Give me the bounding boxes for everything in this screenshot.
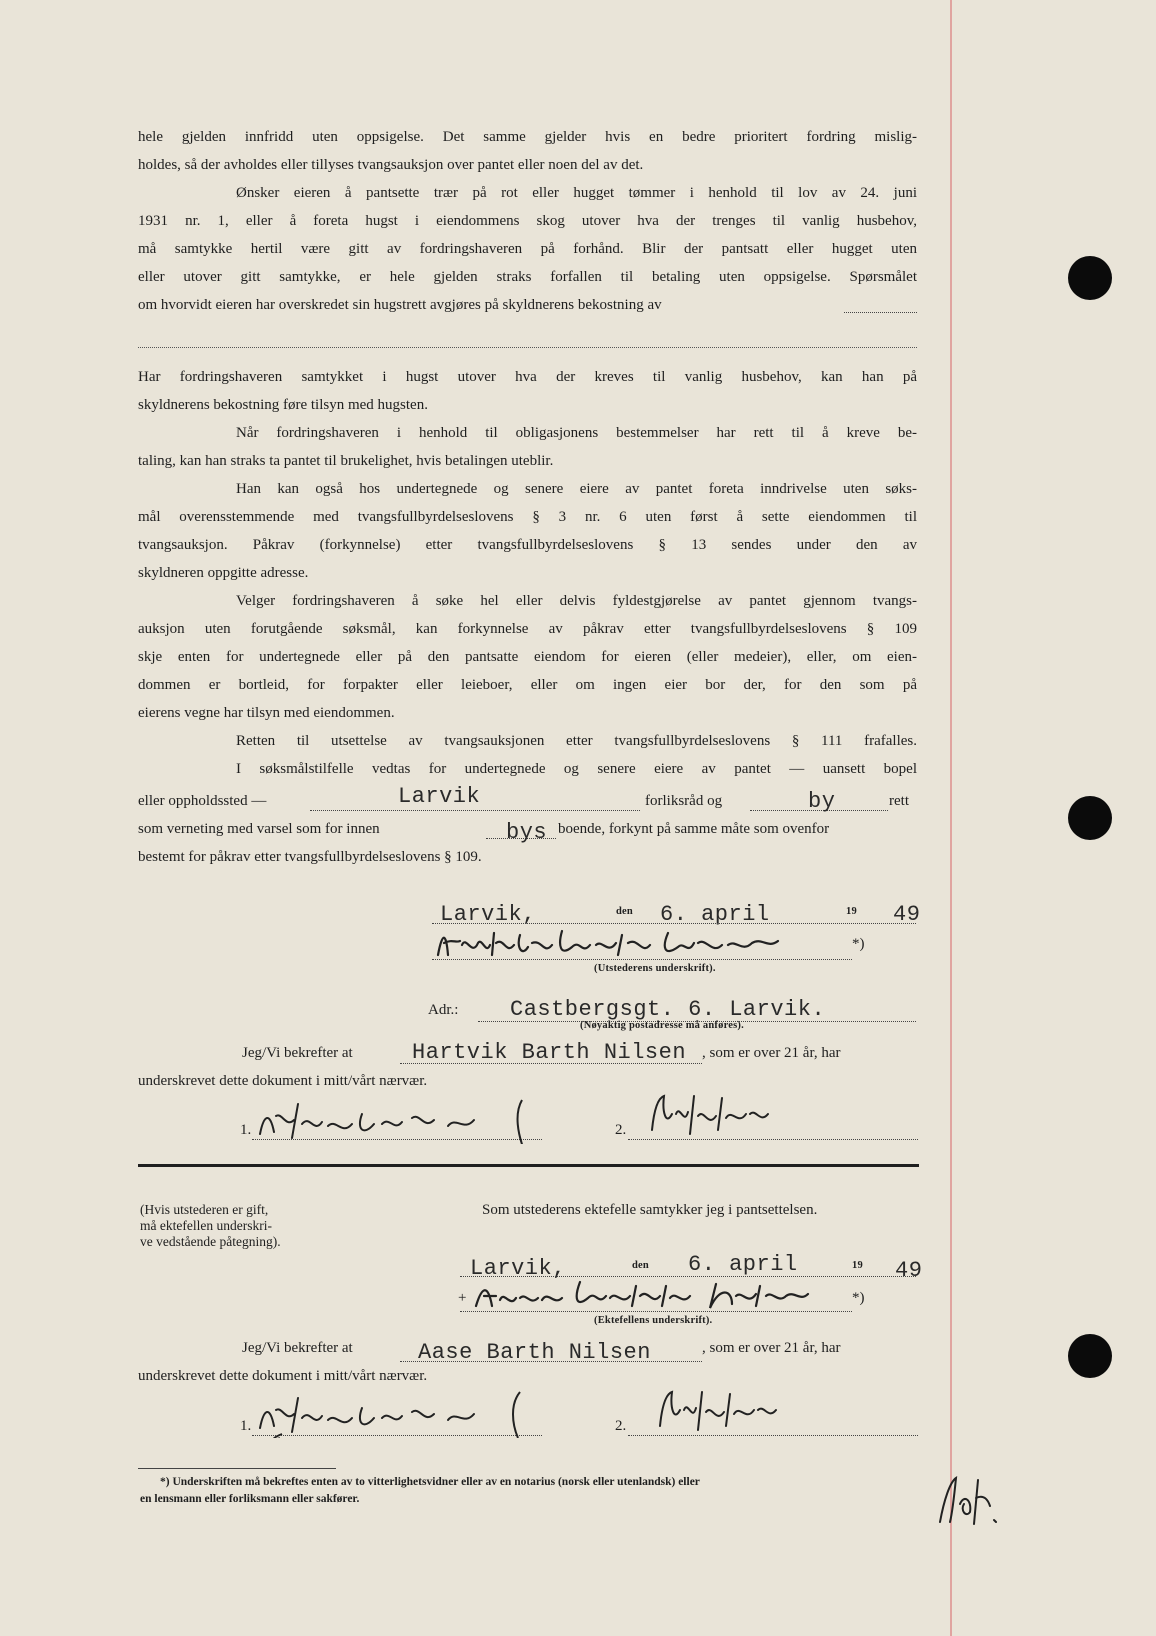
footnote-line: en lensmann eller forliksmann eller sakfører. — [140, 1493, 360, 1505]
text-line: Ønsker eieren å pantsette trær på rot eller hugget tømmer i henhold til lov av 24. juni — [236, 185, 917, 201]
red-margin-line — [950, 0, 952, 1636]
signature-line — [460, 1310, 852, 1312]
year-2: 49 — [895, 1258, 923, 1283]
text-line: eierens vegne har tilsyn med eiendommen. — [138, 705, 395, 721]
typed-rett: by — [808, 789, 836, 814]
text-line: Har fordringshaveren samtykket i hugst utover hva der kreves til vanlig husbehov, kan han på — [138, 369, 917, 385]
witness-text-1: Jeg/Vi bekrefter at — [242, 1045, 353, 1061]
witness-1-signature — [252, 1384, 542, 1438]
punch-hole — [1068, 1334, 1112, 1378]
witness-text-2: , som er over 21 år, har — [702, 1340, 841, 1356]
text-line: dommen er bortleid, for forpakter eller leieboer, eller om ingen eier bor der, for den som på — [138, 677, 917, 693]
text-line: Han kan også hos undertegnede og senere eiere av pantet foreta inndrivelse uten søks- — [236, 481, 917, 497]
spouse-note-line: ve vedstående påtegning). — [140, 1234, 281, 1249]
footnote-line: *) Underskriften må bekreftes enten av to vitterlighetsvidner eller av en notarius (norsk eller utenlandsk) eller — [160, 1476, 700, 1488]
text-line: auksjon uten forutgående søksmål, kan forkynnelse av påkrav etter tvangsfullbyrdelseslovens § 109 — [138, 621, 917, 637]
typed-forliksraad: Larvik — [398, 784, 481, 809]
signature-caption-1: (Utstederens underskrift). — [594, 963, 716, 974]
witness-text-3: underskrevet dette dokument i mitt/vårt nærvær. — [138, 1368, 428, 1384]
blank-field — [138, 346, 917, 348]
text-line: holdes, så der avholdes eller tillyses tvangsauksjon over pantet eller noen del av det. — [138, 157, 644, 173]
spouse-note — [140, 1202, 281, 1250]
sig-marker-2: *) — [852, 1290, 865, 1306]
year-1: 49 — [893, 902, 921, 927]
text-line: skyldneren oppgitte adresse. — [138, 565, 309, 581]
text-line: forliksråd og — [645, 793, 723, 809]
text-line: som verneting med varsel som for innen — [138, 821, 380, 837]
witness-2-signature — [640, 1386, 820, 1438]
witness-2-label: 2. — [615, 1122, 627, 1138]
text-line: Velger fordringshaveren å søke hel eller delvis fyldestgjørelse av pantet gjennom tvangs- — [236, 593, 917, 609]
adr-label: Adr.: — [428, 1002, 459, 1018]
punch-hole — [1068, 796, 1112, 840]
witness-text-1: Jeg/Vi bekrefter at — [242, 1340, 353, 1356]
witness-text-2: , som er over 21 år, har — [702, 1045, 841, 1061]
date-line — [432, 922, 916, 924]
text-line: eller utover gitt samtykke, er hele gjelden straks forfallen til betaling uten oppsigelse. Spørsmålet — [138, 269, 917, 285]
blank-field — [310, 809, 640, 811]
text-line: 1931 nr. 1, eller å foreta hugst i eiendommens skog utover hva der trenges til vanlig husbehov, — [138, 213, 917, 229]
text-line: taling, kan han straks ta pantet til brukelighet, hvis betalingen uteblir. — [138, 453, 554, 469]
year-prefix-1: 19 — [846, 906, 857, 917]
text-line: skyldnerens bekostning føre tilsyn med hugsten. — [138, 397, 428, 413]
text-line: boende, forkynt på samme måte som ovenfor — [558, 821, 830, 837]
signature-line — [432, 958, 852, 960]
spouse-consent: Som utstederens ektefelle samtykker jeg i pantsettelsen. — [482, 1202, 818, 1218]
margin-initials — [930, 1470, 1002, 1528]
witness-confirm-name-1: Hartvik Barth Nilsen — [412, 1040, 687, 1065]
text-line: mål overensstemmende med tvangsfullbyrdelseslovens § 3 nr. 6 uten først å sette eiendommen til — [138, 509, 917, 525]
place-1: Larvik, — [440, 902, 536, 927]
handwritten-signature-2 — [470, 1276, 860, 1314]
address: Castbergsgt. 6. Larvik. — [510, 997, 826, 1022]
text-line: må samtykke hertil være gitt av fordringshaveren på forhånd. Blir der pantsatt eller hugget uten — [138, 241, 917, 257]
blank-field — [844, 311, 917, 313]
year-prefix-2: 19 — [852, 1260, 863, 1271]
text-line: Retten til utsettelse av tvangsauksjonen etter tvangsfullbyrdelseslovens § 111 frafalles. — [236, 733, 917, 749]
text-line: om hvorvidt eieren har overskredet sin hugstrett avgjøres på skyldnerens bekostning av — [138, 297, 662, 313]
sig-marker-1: *) — [852, 936, 865, 952]
witness-confirm-name-2: Aase Barth Nilsen — [418, 1340, 651, 1365]
date-1: 6. april — [660, 902, 770, 927]
spouse-note-line: (Hvis utstederen er gift, — [140, 1202, 269, 1217]
text-line: bestemt for påkrav etter tvangsfullbyrdelseslovens § 109. — [138, 849, 482, 865]
text-line: eller oppholdssted — — [138, 793, 267, 809]
text-line: hele gjelden innfridd uten oppsigelse. Det samme gjelder hvis en bedre prioritert fordring mislig- — [138, 129, 917, 145]
address-caption: (Nøyaktig postadresse må anføres). — [580, 1020, 744, 1031]
text-line: skje enten for undertegnede eller på den pantsatte eiendom for eieren (eller medeier), eller, om eien- — [138, 649, 917, 665]
text-line: Når fordringshaveren i henhold til obligasjonens bestemmelser har rett til å kreve be- — [236, 425, 917, 441]
den-label-2: den — [632, 1260, 649, 1271]
name-line — [400, 1360, 702, 1362]
signature-caption-2: (Ektefellens underskrift). — [594, 1315, 713, 1326]
name-line — [400, 1062, 702, 1064]
punch-hole — [1068, 256, 1112, 300]
typed-innen: bys — [506, 820, 548, 845]
footnote-rule — [138, 1467, 336, 1469]
place-2: Larvik, — [470, 1256, 566, 1281]
witness-2-label: 2. — [615, 1418, 627, 1434]
witness-text-3: underskrevet dette dokument i mitt/vårt nærvær. — [138, 1073, 428, 1089]
sig-prefix: + — [458, 1290, 467, 1306]
witness-1-label: 1. — [240, 1418, 252, 1434]
text-line: tvangsauksjon. Påkrav (forkynnelse) etter tvangsfullbyrdelseslovens § 13 sendes under den av — [138, 537, 917, 553]
witness-1-signature — [252, 1094, 542, 1144]
spouse-note-line: må ektefellen underskri- — [140, 1218, 272, 1233]
witness-2-signature — [632, 1090, 812, 1142]
section-divider — [138, 1164, 919, 1167]
witness-1-label: 1. — [240, 1122, 252, 1138]
date-2: 6. april — [688, 1252, 798, 1277]
den-label-1: den — [616, 906, 633, 917]
text-line: rett — [889, 793, 909, 809]
text-line: I søksmålstilfelle vedtas for undertegnede og senere eiere av pantet — uansett bopel — [236, 761, 917, 777]
